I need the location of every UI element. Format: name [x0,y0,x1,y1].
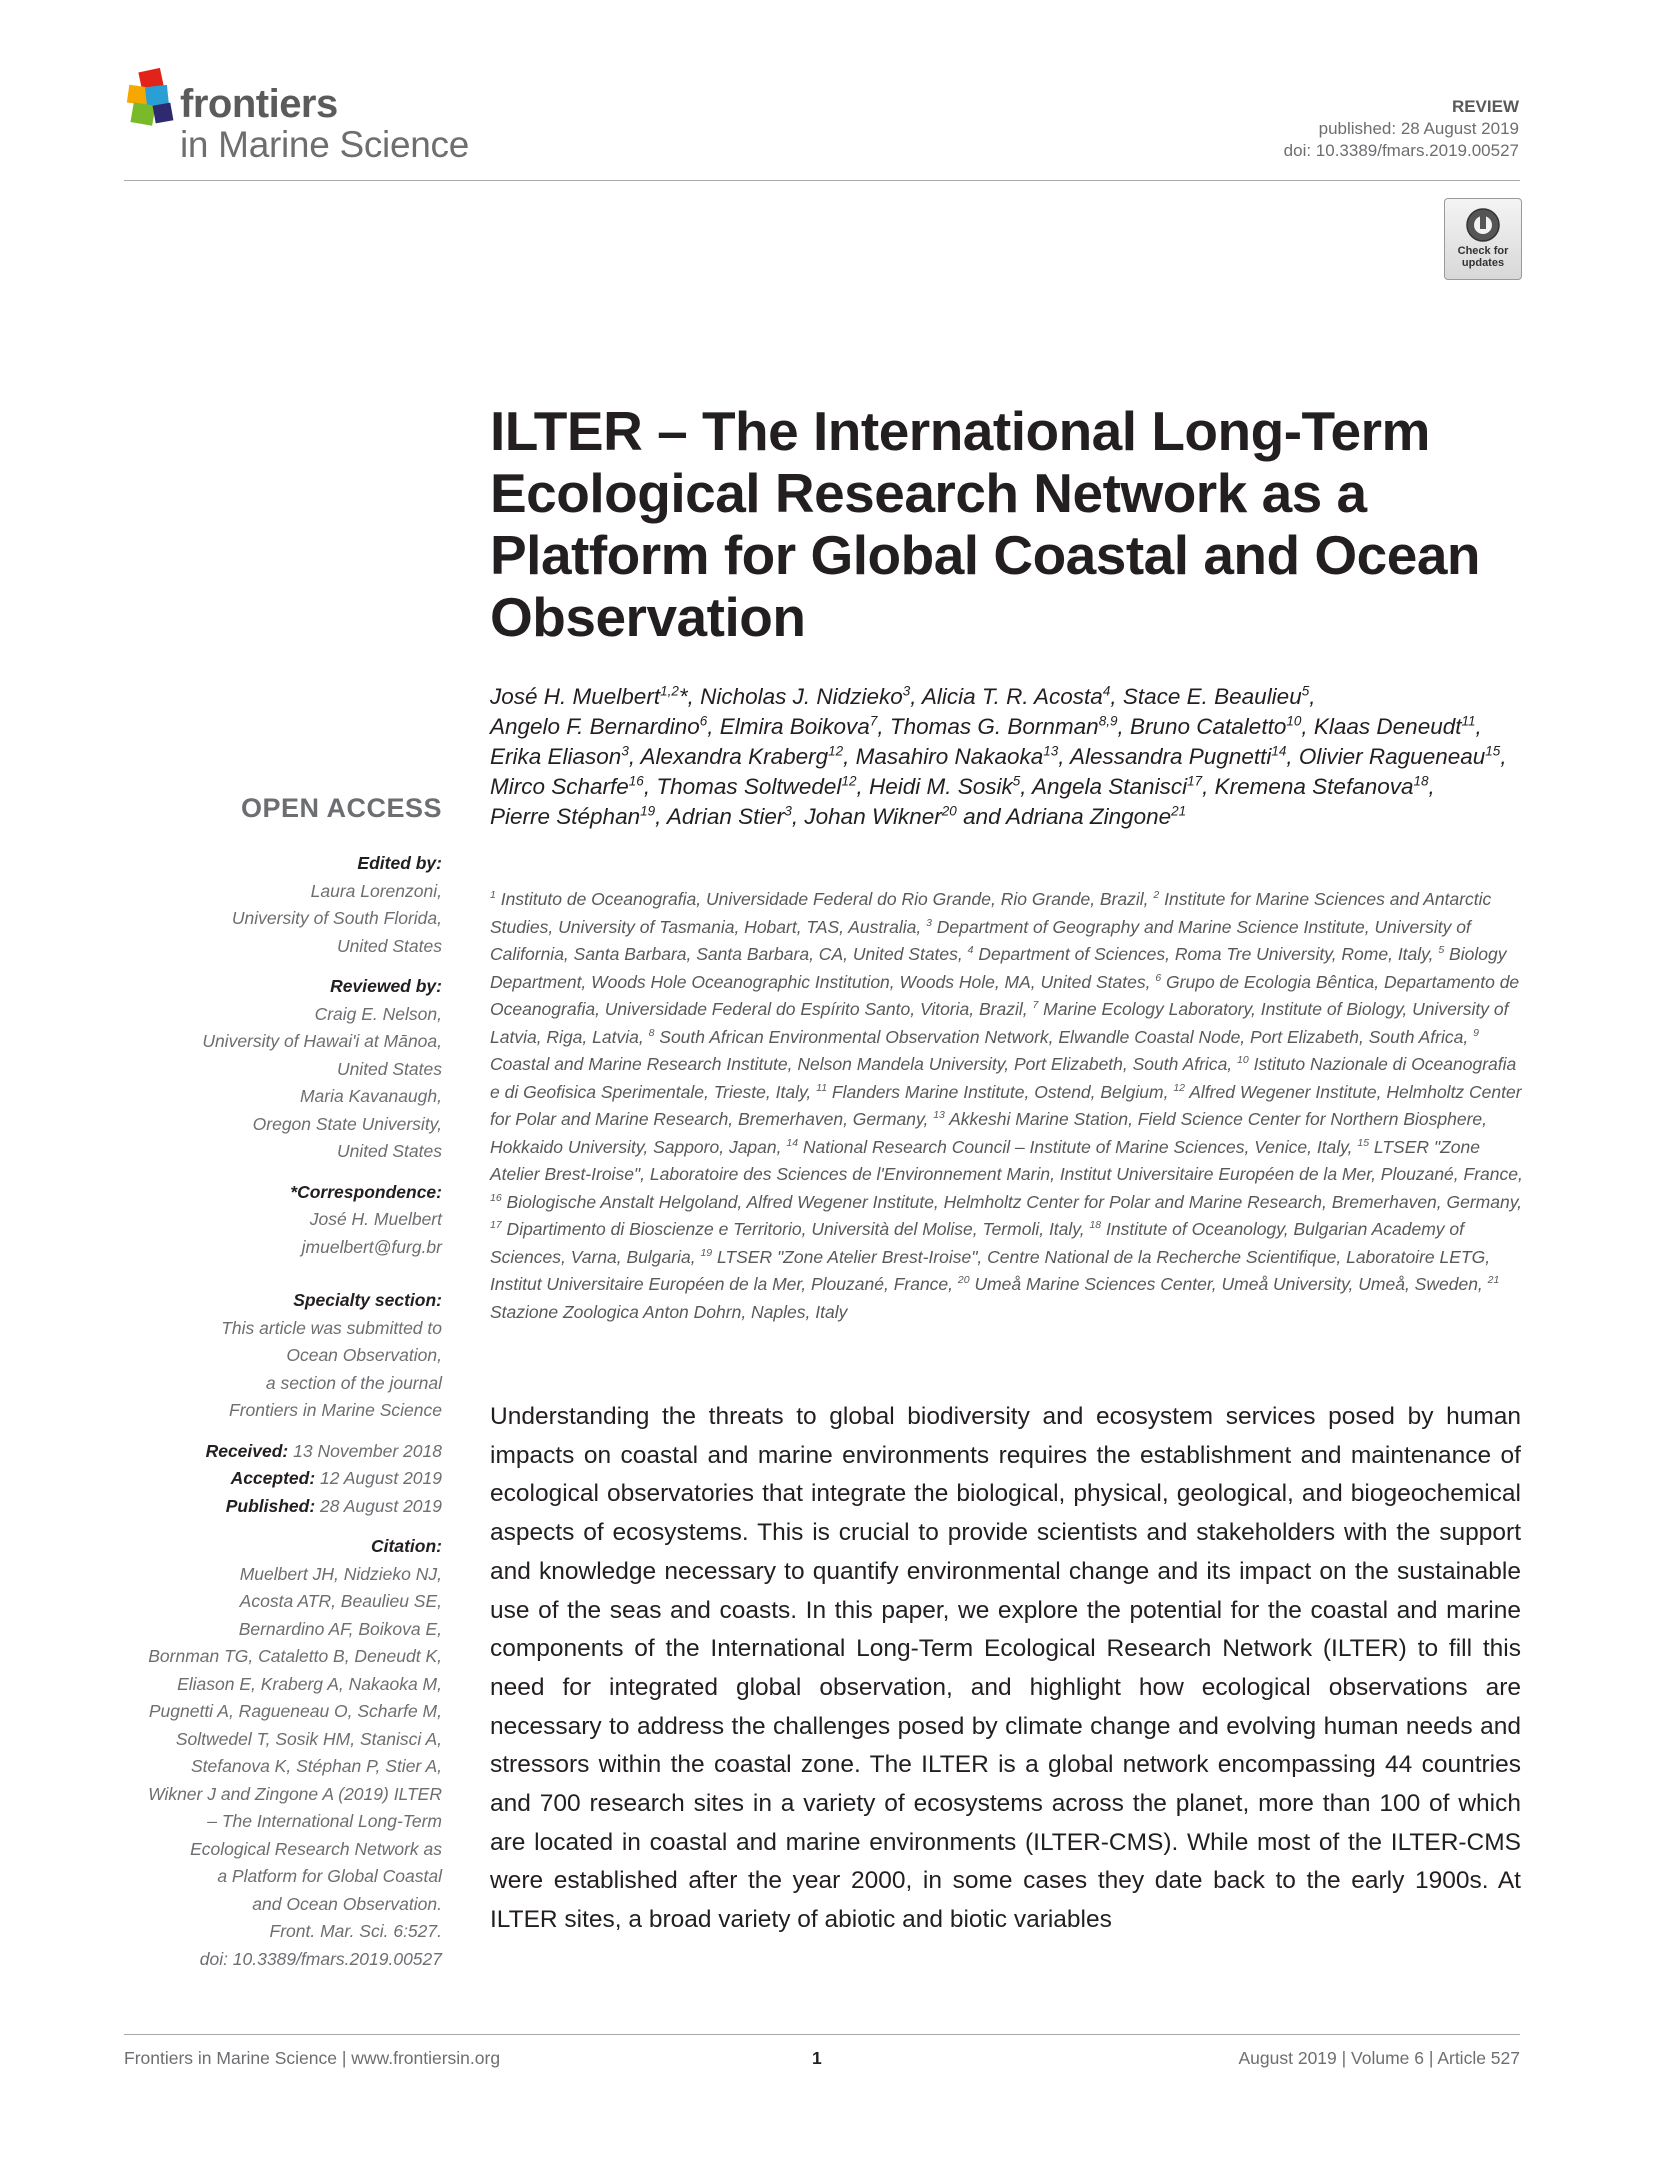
sidebar-line: Acosta ATR, Beaulieu SE, [239,1591,442,1611]
sidebar-line: Pugnetti A, Ragueneau O, Scharfe M, [148,1701,442,1721]
author[interactable]: Johan Wikner$^{20}$ [804,803,957,829]
sidebar-line: a section of the journal [265,1372,442,1393]
affiliation: $^{20}$ Umeå Marine Sciences Center, Umeå University, Umeå, Sweden, [957,1274,1488,1294]
specialty-section [124,1287,442,1425]
sidebar-line: and Ocean Observation. [252,1893,442,1914]
page-number: 1 [812,2048,822,2068]
author[interactable]: Kremena Stefanova$^{18}$ [1214,773,1429,799]
sidebar-line: Bornman TG, Cataletto B, Deneudt K, [148,1646,442,1666]
author[interactable]: Olivier Ragueneau$^{15}$ [1298,743,1501,769]
sidebar-line: doi: 10.3389/fmars.2019.00527 [199,1948,442,1969]
affiliation: $^{10}$ Istituto Nazionale di Oceanografia e di Geofisica Sperimentale, Trieste, Italy, [490,1054,1517,1102]
article-meta [1284,96,1519,162]
author[interactable]: Stace E. Beaulieu$^5$ [1122,683,1310,709]
author[interactable]: Adrian Stier$^3$ [666,803,792,829]
author[interactable]: Alessandra Pugnetti$^{14}$ [1069,743,1287,769]
affiliation: $^7$ Marine Ecology Laboratory, Institute of Biology, University of Latvia, Riga, Latvia, [490,999,1509,1047]
author[interactable]: Alicia T. R. Acosta$^4$ [921,683,1111,709]
accepted-date: 12 August 2019 [320,1468,442,1488]
sidebar-line: Laura Lorenzoni, [310,880,442,901]
sidebar-line: Oregon State University, [252,1113,442,1134]
citation-label: Citation: [371,1536,442,1556]
sidebar-line: Muelbert JH, Nidzieko NJ, [239,1563,442,1584]
abstract-text: Understanding the threats to global biodiversity and ecosystem services posed by human impacts on coastal and marine environments requires the establishment and maintenance of ecological observatories that integrate the biological, physical, geological, and biogeochemical aspects of ecosystems. This is crucial to provide scientists and stakeholders with the support and knowledge necessary to quantify environmental change and its impact on the sustainable use of the seas and coasts. In this paper, we explore the potential for the coastal and marine components of the International Long-Term Ecological Research Network (ILTER) to fill this need for integrated global observation, and highlight how ecological observations are necessary to address the challenges posed by climate change and evolving human needs and stressors within the coastal zone. The ILTER is a global network encompassing 44 countries and 700 research sites in a variety of ecosystems across the planet, more than 100 of which are located in coastal and marine environments (ILTER-CMS). While most of the ILTER-CMS were established after the year 2000, in some cases they date back to the early 1900s. At ILTER sites, a broad variety of abiotic and biotic variables [490,1403,1521,1934]
logo-square [130,102,155,126]
author[interactable]: Nicholas J. Nidzieko$^3$ [700,683,911,709]
reviewed-by-label: Reviewed by: [330,976,442,996]
affiliation: $^4$ Department of Sciences, Roma Tre University, Rome, Italy, [967,944,1439,964]
author[interactable]: Masahiro Nakaoka$^{13}$ [855,743,1059,769]
affiliation: $^1$ Instituto de Oceanografia, Universidade Federal do Rio Grande, Rio Grande, Brazil, [490,889,1154,909]
brand-name: frontiers [180,82,338,126]
affiliation: $^{13}$ Akkeshi Marine Station, Field Science Center for Northern Biosphere, Hokkaido University, Sapporo, Japan, [490,1109,1487,1157]
sidebar-line: Stefanova K, Stéphan P, Stier A, [191,1756,442,1776]
author[interactable]: Pierre Stéphan$^{19}$ [490,803,656,829]
edited-by-section [124,850,442,960]
edited-by-list [124,878,442,961]
affiliation: $^9$ Coastal and Marine Research Institute, Nelson Mandela University, Port Elizabeth, South Africa, [490,1026,1479,1074]
author[interactable]: Klaas Deneudt$^{11}$ [1313,713,1476,739]
author[interactable]: Adriana Zingone$^{21}$ [1006,803,1187,829]
author[interactable]: Elmira Boikova$^7$ [719,713,878,739]
received-date: 13 November 2018 [293,1440,442,1461]
received-label: Received: [205,1440,289,1461]
reviewed-by-section [124,973,442,1166]
sidebar-line: – The International Long-Term [207,1811,442,1831]
affiliation: $^{17}$ Dipartimento di Bioscienze e Territorio, Università del Molise, Termoli, Italy, [490,1219,1090,1239]
affiliation: $^3$ Department of Geography and Marine Science Institute, University of California, Santa Barbara, Santa Barbara, CA, United States, [490,916,1471,964]
footer-volume-info: August 2019 | Volume 6 | Article 527 [1238,2048,1520,2068]
affiliation: $^{11}$ Flanders Marine Institute, Ostend, Belgium, [816,1081,1174,1102]
affiliation: $^{15}$ LTSER "Zone Atelier Brest-Iroise", Laboratoire des Sciences de l'Environnement Marin, Institut Universitaire Européen de la Mer, Plouzané, France, [490,1136,1523,1184]
reviewed-by-list [124,1001,442,1166]
sidebar-line: United States [336,1058,442,1079]
correspondence-label: *Correspondence: [290,1181,442,1202]
sidebar-line: University of South Florida, [231,908,442,928]
sidebar-line: Bernardino AF, Boikova E, [238,1618,442,1639]
affiliation: $^{14}$ National Research Council – Institute of Marine Sciences, Venice, Italy, [786,1136,1358,1157]
affiliation: $^2$ Institute for Marine Sciences and Antarctic Studies, University of Tasmania, Hobart, TAS, Australia, [490,889,1492,937]
affiliation: $^6$ Grupo de Ecologia Bêntica, Departamento de Oceanografia, Universidade Federal do Espírito Santo, Vitoria, Brazil, [490,971,1520,1019]
published-label: Published: [225,1495,316,1516]
check-for-updates-label: Check for updates [1457,245,1509,269]
author[interactable]: Mirco Scharfe$^{16}$ [490,773,644,799]
sidebar-line: Eliason E, Kraberg A, Nakaoka M, [177,1673,442,1694]
header-divider [124,180,1520,181]
published-date: published: 28 August 2019 [1318,119,1519,138]
author[interactable]: Heidi M. Sosik$^5$ [868,773,1021,799]
author-list: José H. Muelbert$^{1,2}$*, Nicholas J. Nidzieko$^3$, Alicia T. R. Acosta$^4$, Stace E. Beaulieu$^5$, Angelo F. Bernardino$^6$, Elmira Boikova$^7$, Thomas G. Bornman$^{8,9}$, Bruno Cataletto$^{10}$, Klaas Deneudt$^{11}$, Erika Eliason$^3$, Alexandra Kraberg$^{12}$, Masahiro Nakaoka$^{13}$, Alessandra Pugnetti$^{14}$, Olivier Ragueneau$^{15}$, Mirco Scharfe$^{16}$, Thomas Soltwedel$^{12}$, Heidi M. Sosik$^5$, Angela Stanisci$^{17}$, Kremena Stefanova$^{18}$, Pierre Stéphan$^{19}$, Adrian Stier$^3$, Johan Wikner$^{20}$ and Adriana Zingone$^{21}$ [490,683,1507,829]
article-type: REVIEW [1451,97,1519,116]
sidebar-line: University of Hawai'i at Mānoa, [202,1031,442,1051]
frontiers-logo-icon [124,66,186,136]
sidebar-line: Front. Mar. Sci. 6:527. [269,1921,442,1941]
correspondence-section [124,1179,442,1262]
author[interactable]: Thomas Soltwedel$^{12}$ [656,773,857,799]
author[interactable]: Alexandra Kraberg$^{12}$ [640,743,844,769]
affiliation: $^{12}$ Alfred Wegener Institute, Helmholtz Center for Polar and Marine Research, Bremerhaven, Germany, [490,1081,1522,1129]
crossmark-icon [1465,207,1501,243]
author[interactable]: Angela Stanisci$^{17}$ [1031,773,1203,799]
sidebar-line: José H. Muelbert [309,1209,442,1229]
sidebar-line: This article was submitted to [221,1317,442,1338]
dates-section [124,1438,442,1521]
footer-journal-link[interactable]: Frontiers in Marine Science | www.frontiersin.org [124,2048,501,2068]
affiliation: $^{18}$ Institute of Oceanology, Bulgarian Academy of Sciences, Varna, Bulgaria, [490,1219,1464,1267]
sidebar-line: Wikner J and Zingone A (2019) ILTER [148,1783,442,1804]
affiliation: $^8$ South African Environmental Observation Network, Elwandle Coastal Node, Port Elizabeth, South Africa, [648,1026,1474,1047]
author[interactable]: Bruno Cataletto$^{10}$ [1129,713,1302,739]
sidebar-line: Frontiers in Marine Science [229,1400,442,1420]
sidebar-line: United States [336,935,442,956]
sidebar-line: Soltwedel T, Sosik HM, Stanisci A, [175,1728,442,1749]
sidebar-line: Craig E. Nelson, [314,1003,442,1024]
author[interactable]: Angelo F. Bernardino$^6$ [490,713,708,739]
sidebar-line: jmuelbert@furg.br [301,1236,442,1257]
footer-divider [124,2034,1520,2035]
affiliation: $^{16}$ Biologische Anstalt Helgoland, Alfred Wegener Institute, Helmholtz Center for Polar and Marine Research, Bremerhaven, Germany, [490,1191,1523,1212]
logo-square [153,103,174,124]
affiliation: $^{21}$ Stazione Zoologica Anton Dohrn, Naples, Italy [490,1274,1500,1322]
correspondence-list [124,1206,442,1261]
sidebar-line: Maria Kavanaugh, [299,1086,442,1106]
author[interactable]: José H. Muelbert$^{1,2}$* [490,683,688,709]
sidebar-line: Ecological Research Network as [190,1838,442,1859]
author[interactable]: Erika Eliason$^3$ [490,743,629,769]
article-title: ILTER – The International Long-Term Ecological Research Network as a Platform for Global Coastal and Ocean Observation [490,400,1481,648]
accepted-label: Accepted: [230,1468,316,1488]
journal-name: in Marine Science [180,124,469,165]
open-access-label: OPEN ACCESS [240,793,442,823]
sidebar-line: Ocean Observation, [286,1345,442,1365]
check-for-updates-button[interactable] [1444,198,1522,280]
affiliation-list [490,886,1530,1326]
article-info-sidebar [124,792,442,1986]
published-date-sidebar: 28 August 2019 [320,1495,442,1516]
affiliation: $^{19}$ LTSER "Zone Atelier Brest-Iroise", Centre National de la Recherche Scientifique, Laboratoire LETG, Institut Universitaire Européen de la Mer, Plouzané, France, [490,1246,1491,1294]
citation-section [124,1533,442,1973]
citation-list [124,1561,442,1974]
edited-by-label: Edited by: [357,853,442,873]
affiliation: $^5$ Biology Department, Woods Hole Oceanographic Institution, Woods Hole, MA, United States, [490,944,1507,992]
specialty-list [124,1315,442,1425]
specialty-label: Specialty section: [293,1290,442,1310]
sidebar-line: United States [336,1141,442,1161]
author[interactable]: Thomas G. Bornman$^{8,9}$ [889,713,1118,739]
journal-logo[interactable] [124,66,544,166]
article-doi[interactable]: doi: 10.3389/fmars.2019.00527 [1283,141,1519,160]
sidebar-line: a Platform for Global Coastal [217,1866,442,1886]
